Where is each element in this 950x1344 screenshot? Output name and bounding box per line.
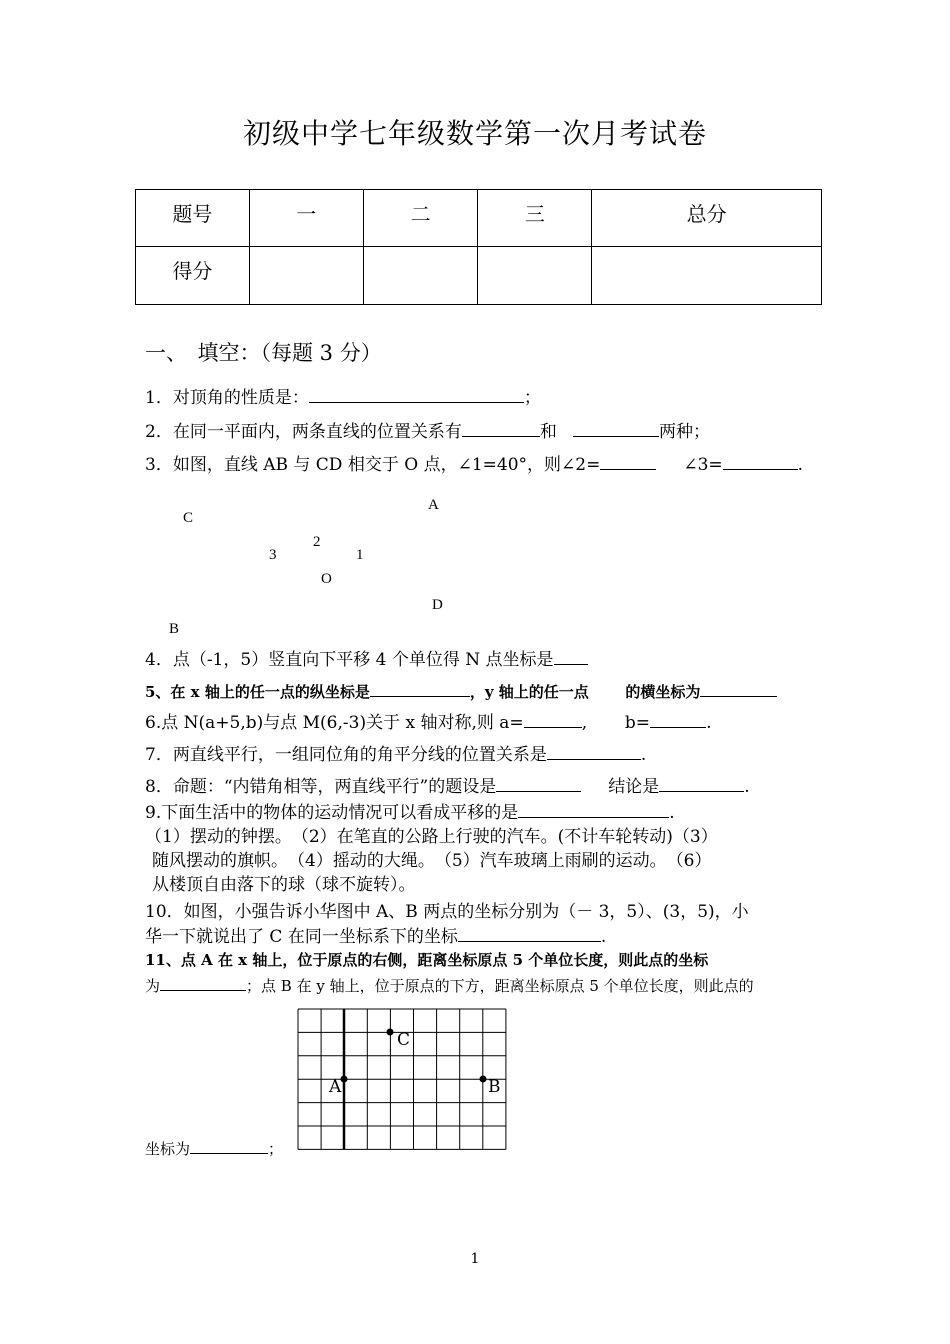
figure-label-o: O (321, 571, 332, 587)
score-header-cell: 一 (249, 190, 363, 247)
question-text: b= (624, 713, 651, 733)
score-header-cell: 三 (478, 190, 592, 247)
question-9-option-line: 随风摆动的旗帜。 （4）摇动的大绳。 （5）汽车玻璃上雨刷的运动。 （6） (152, 851, 712, 871)
angle-label-2: 2 (313, 534, 321, 550)
question-text: 结论是 (608, 777, 660, 797)
question-punct: . (669, 803, 675, 823)
question-punct: ； (268, 1140, 284, 1158)
angle-label-1: 1 (356, 547, 364, 563)
score-header-cell: 二 (363, 190, 478, 247)
question-punct: . (744, 777, 750, 797)
point-b (480, 1076, 487, 1083)
page-number: 1 (470, 1251, 480, 1267)
angle-label-3: 3 (269, 547, 277, 563)
grid-label-b: B (488, 1077, 501, 1097)
question-11-line: 11、点 A 在 x 轴上，位于原点的右侧，距离坐标原点 5 个单位长度，则此点的坐标 (145, 951, 709, 969)
question-text: 为 (145, 977, 161, 995)
score-header-cell: 题号 (136, 190, 250, 247)
grid-label-c: C (397, 1030, 411, 1050)
question-punct: , (581, 713, 588, 733)
question-punct: . (706, 713, 712, 733)
question-text: 4．点（-1，5）竖直向下平移 4 个单位得 N 点坐标是 (145, 650, 554, 670)
question-text: 2．在同一平面内，两条直线的位置关系有 (145, 422, 462, 442)
figure-label-b: B (169, 621, 180, 637)
question-text: ∠3= (683, 455, 723, 475)
section-heading: 一、 填空：（每题 3 分） (145, 341, 382, 365)
grid-label-a: A (329, 1077, 342, 1097)
question-text: 1．对顶角的性质是： (145, 388, 309, 408)
figure-label-a: A (428, 497, 439, 513)
question-text: 5、在 x 轴上的任一点的纵坐标是 (145, 683, 370, 701)
question-punct: . (797, 455, 804, 475)
question-11-last (145, 1137, 283, 1159)
figure-label-c: C (183, 510, 194, 526)
question-text: 6.点 N(a+5,b)与点 M(6,-3)关于 x 轴对称,则 a= (145, 713, 524, 733)
question-punct: . (640, 745, 647, 765)
question-text: 7．两直线平行，一组同位角的角平分线的位置关系是 (145, 745, 547, 765)
figure-label-d: D (432, 597, 443, 613)
question-text: 的横坐标为 (625, 683, 701, 701)
question-9-option-line: 从楼顶自由落下的球（球不旋转）。 (152, 875, 416, 895)
point-c (387, 1029, 394, 1036)
question-text: ，y 轴上的任一点 (469, 683, 589, 701)
question-punct: ； (523, 388, 541, 408)
question-9-option-line: （1）摆动的钟摆。 （2）在笔直的公路上行驶的汽车。(不计车轮转动)（3） (145, 827, 718, 847)
point-a (341, 1076, 348, 1083)
question-punct: . (600, 927, 607, 947)
question-10-line: 10．如图，小强告诉小华图中 A、B 两点的坐标分别为（－ 3，5）、(3，5)，小 (145, 902, 749, 922)
question-text: 坐标为 (145, 1140, 191, 1158)
question-text: 3．如图，直线 AB 与 CD 相交于 O 点，∠1=40°，则∠2= (145, 455, 601, 475)
question-text: 两种； (659, 422, 711, 442)
score-header-cell: 总分 (592, 190, 822, 247)
question-text: 华一下就说出了 C 在同一坐标系下的坐标 (145, 927, 458, 947)
page-title: 初级中学七年级数学第一次月考试卷 (242, 117, 707, 150)
question-text: 8．命题：“内错角相等，两直线平行”的题设是 (145, 777, 497, 797)
question-text: ；点 B 在 y 轴上，位于原点的下方，距离坐标原点 5 个单位长度，则此点的 (246, 977, 754, 995)
question-text: 和 (539, 422, 557, 442)
question-text: 9.下面生活中的物体的运动情况可以看成平移的是 (145, 803, 519, 823)
score-row-label: 得分 (136, 247, 250, 305)
answer-blank[interactable] (190, 1137, 268, 1154)
